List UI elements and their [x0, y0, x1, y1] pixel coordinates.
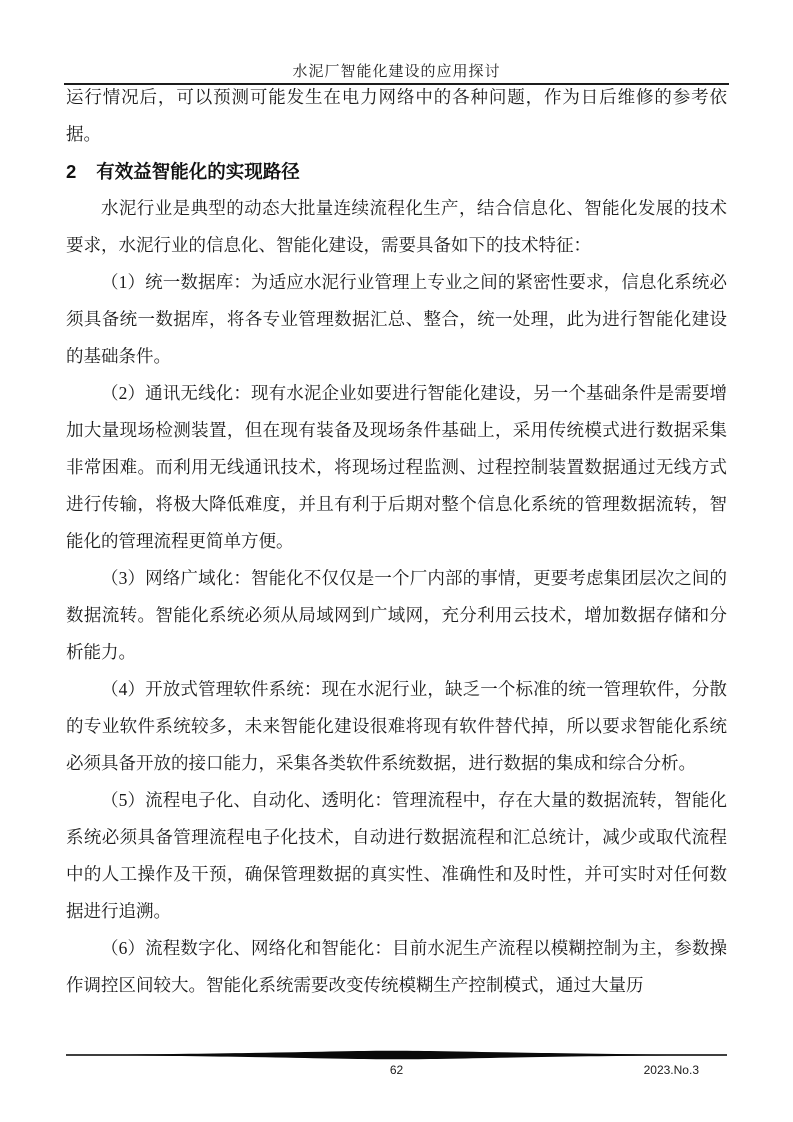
issue-label: 2023.No.3: [643, 1063, 699, 1077]
feature-4-open-management-software: （4）开放式管理软件系统：现在水泥行业，缺乏一个标准的统一管理软件，分散的专业软件系统较多，未来智能化建设很难将现有软件替代掉，所以要求智能化系统必须具备开放的接口能力，采集各类软件系统数据，进行数据的集成和综合分析。: [66, 679, 727, 773]
feature-5-electronic-process: （5）流程电子化、自动化、透明化：管理流程中，存在大量的数据流转，智能化系统必须具备管理流程电子化技术，自动进行数据流程和汇总统计，减少或取代流程中的人工操作及干预，确保管理数据的真实性、准确性和及时性，并可实时对任何数据进行追溯。: [66, 790, 727, 921]
section-number: 2: [66, 161, 77, 182]
article-body: [66, 79, 727, 1004]
footer: [0, 1063, 793, 1081]
feature-2-wireless-communication: （2）通讯无线化：现有水泥企业如要进行智能化建设，另一个基础条件是需要增加大量现场检测装置，但在现有装备及现场条件基础上，采用传统模式进行数据采集非常困难。而利用无线通讯技术，将现场过程监测、过程控制装置数据通过无线方式进行传输，将极大降低难度，并且有利于后期对整个信息化系统的管理数据流转，智能化的管理流程更简单方便。: [66, 383, 727, 551]
feature-3-wide-area-network: （3）网络广域化：智能化不仅仅是一个厂内部的事情，更要考虑集团层次之间的数据流转。智能化系统必须从局域网到广域网，充分利用云技术，增加数据存储和分析能力。: [66, 568, 727, 662]
paragraph-continuation: 运行情况后，可以预测可能发生在电力网络中的各种问题，作为日后维修的参考依据。: [66, 87, 727, 144]
paragraph-intro: 水泥行业是典型的动态大批量连续流程化生产，结合信息化、智能化发展的技术要求，水泥行业的信息化、智能化建设，需要具备如下的技术特征：: [66, 198, 727, 255]
feature-6-digital-network-intelligent: （6）流程数字化、网络化和智能化：目前水泥生产流程以模糊控制为主，参数操作调控区间较大。智能化系统需要改变传统模糊生产控制模式，通过大量历: [66, 938, 727, 995]
page-number: 62: [389, 1063, 404, 1077]
footer-rule: [66, 1050, 727, 1060]
section-heading: [66, 153, 727, 190]
running-head-title: 水泥厂智能化建设的应用探讨: [292, 64, 501, 80]
feature-1-unified-database: （1）统一数据库：为适应水泥行业管理上专业之间的紧密性要求，信息化系统必须具备统一数据库，将各专业管理数据汇总、整合，统一处理，此为进行智能化建设的基础条件。: [66, 272, 727, 366]
section-title: 有效益智能化的实现路径: [96, 161, 300, 182]
